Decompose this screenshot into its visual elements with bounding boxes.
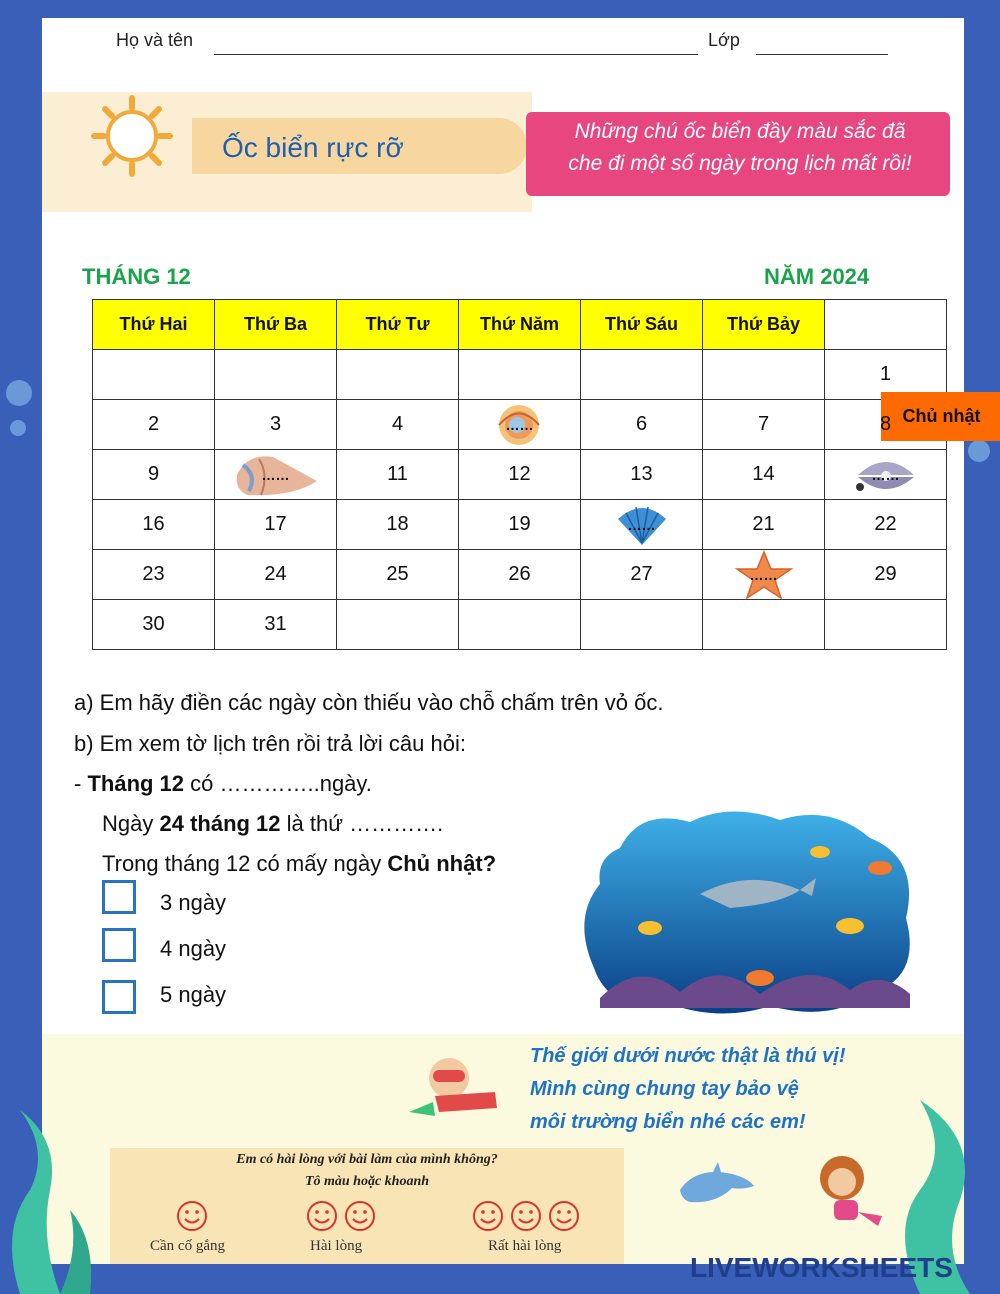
calendar-cell	[459, 600, 581, 650]
missing-date-blank: ……	[627, 517, 656, 533]
calendar-row	[93, 550, 947, 600]
smiley-icon[interactable]	[344, 1200, 376, 1232]
calendar-cell	[93, 350, 215, 400]
year-label: NĂM 2024	[764, 264, 870, 289]
weekday-header: Thứ Tư	[337, 300, 459, 350]
calendar-cell: 6	[581, 400, 703, 450]
calendar-row	[93, 500, 947, 550]
diver-kid-icon	[405, 1052, 515, 1132]
weekday-header: Thứ Ba	[215, 300, 337, 350]
note-line-1: Những chú ốc biển đầy màu sắc đã	[574, 120, 906, 143]
smiley-icon[interactable]	[176, 1200, 208, 1232]
calendar-cell	[337, 350, 459, 400]
rating-label: Rất hài lòng	[488, 1238, 562, 1254]
calendar-cell	[459, 350, 581, 400]
note-line-2: che đi một số ngày trong lịch mất rồi!	[568, 152, 912, 175]
bubble-decoration	[6, 380, 32, 406]
calendar-cell: 24	[215, 550, 337, 600]
sun-icon	[90, 94, 174, 178]
calendar-cell	[703, 350, 825, 400]
footer-message	[530, 1040, 846, 1139]
bubble-decoration	[968, 440, 990, 462]
class-label: Lớp	[708, 30, 740, 50]
calendar-cell: 12	[459, 450, 581, 500]
calendar-cell	[215, 350, 337, 400]
name-field[interactable]	[214, 30, 698, 55]
footer-message-line: Thế giới dưới nước thật là thú vị!	[530, 1045, 846, 1067]
calendar-cell	[581, 350, 703, 400]
calendar-cell: 9	[93, 450, 215, 500]
option-checkbox-4[interactable]	[102, 928, 136, 962]
weekday-header: Thứ Hai	[93, 300, 215, 350]
missing-date-blank: ……	[505, 417, 534, 433]
calendar-cell: 11	[337, 450, 459, 500]
question-days-in-month: - Tháng 12 có …………..ngày.	[74, 771, 372, 796]
calendar-cell: 13	[581, 450, 703, 500]
calendar-cell: 23	[93, 550, 215, 600]
weekday-header-sunday: Chủ nhật	[881, 392, 1000, 442]
month-label: THÁNG 12	[82, 264, 191, 289]
calendar-cell: 17	[215, 500, 337, 550]
shell-cell[interactable]	[703, 550, 825, 600]
shell-cell[interactable]	[825, 450, 947, 500]
calendar-row	[93, 400, 947, 450]
shell-cell[interactable]	[459, 400, 581, 450]
smiley-icon[interactable]	[548, 1200, 580, 1232]
calendar-row	[93, 600, 947, 650]
question-sundays: Trong tháng 12 có mấy ngày Chủ nhật?	[102, 851, 497, 876]
missing-date-blank: ……	[871, 467, 900, 483]
rating-instruction: Tô màu hoặc khoanh	[304, 1174, 430, 1189]
rating-question: Em có hài lòng với bài làm của mình không?	[236, 1152, 498, 1167]
calendar-cell: 1	[825, 350, 947, 400]
footer-message-line: môi trường biển nhé các em!	[530, 1111, 806, 1133]
calendar-cell: 8	[825, 400, 947, 450]
calendar-cell: 16	[93, 500, 215, 550]
calendar-cell: 19	[459, 500, 581, 550]
calendar-table	[92, 299, 981, 650]
weekday-header: Thứ Sáu	[581, 300, 703, 350]
calendar-row	[93, 450, 947, 500]
weekday-header-row	[93, 300, 947, 350]
weekday-header: Thứ Bảy	[703, 300, 825, 350]
calendar-cell: 22	[825, 500, 947, 550]
calendar-cell: 2	[93, 400, 215, 450]
rating-label: Cần cố gắng	[150, 1238, 225, 1254]
calendar-cell: 14	[703, 450, 825, 500]
option-label: 4 ngày	[160, 936, 227, 961]
name-row	[72, 30, 862, 70]
question-a: a) Em hãy điền các ngày còn thiếu vào chỗ chấm trên vỏ ốc.	[74, 690, 664, 715]
shell-cell[interactable]	[215, 450, 337, 500]
liveworksheets-logo: LIVEWORKSHEETS	[690, 1252, 953, 1283]
girl-diver-icon	[806, 1150, 886, 1226]
option-checkbox-3[interactable]	[102, 880, 136, 914]
calendar-cell	[337, 600, 459, 650]
name-label: Họ và tên	[116, 30, 194, 50]
rating-label: Hài lòng	[310, 1238, 363, 1254]
option-checkbox-5[interactable]	[102, 980, 136, 1014]
seaweed-icon	[0, 1070, 110, 1294]
footer-message-line: Mình cùng chung tay bảo vệ	[530, 1078, 799, 1100]
option-label: 3 ngày	[160, 890, 227, 915]
calendar-cell: 31	[215, 600, 337, 650]
calendar-cell: 21	[703, 500, 825, 550]
page-title: Ốc biển rực rỡ	[222, 132, 404, 163]
calendar-row	[93, 350, 947, 400]
calendar-cell: 3	[215, 400, 337, 450]
calendar-cell: 27	[581, 550, 703, 600]
self-rating-panel	[110, 1148, 624, 1264]
calendar-cell: 25	[337, 550, 459, 600]
calendar-cell: 7	[703, 400, 825, 450]
calendar-cell: 26	[459, 550, 581, 600]
dolphin-icon	[676, 1160, 756, 1212]
smiley-icon[interactable]	[306, 1200, 338, 1232]
calendar-cell	[703, 600, 825, 650]
shell-cell[interactable]	[581, 500, 703, 550]
calendar-cell: 30	[93, 600, 215, 650]
underwater-scene-image	[580, 808, 920, 1018]
bubble-decoration	[10, 420, 26, 436]
class-field[interactable]	[756, 30, 888, 55]
missing-date-blank: ……	[749, 567, 778, 583]
smiley-icon[interactable]	[472, 1200, 504, 1232]
option-label: 5 ngày	[160, 982, 227, 1007]
smiley-icon[interactable]	[510, 1200, 542, 1232]
calendar-cell	[825, 600, 947, 650]
calendar-cell: 4	[337, 400, 459, 450]
question-b: b) Em xem tờ lịch trên rồi trả lời câu hỏi:	[74, 731, 466, 756]
calendar-cell: 18	[337, 500, 459, 550]
calendar-cell	[581, 600, 703, 650]
missing-date-blank: ……	[261, 467, 290, 483]
weekday-header: Thứ Năm	[459, 300, 581, 350]
calendar-cell: 29	[825, 550, 947, 600]
note-text	[530, 116, 950, 180]
question-weekday: Ngày 24 tháng 12 là thứ ………….	[102, 811, 444, 836]
